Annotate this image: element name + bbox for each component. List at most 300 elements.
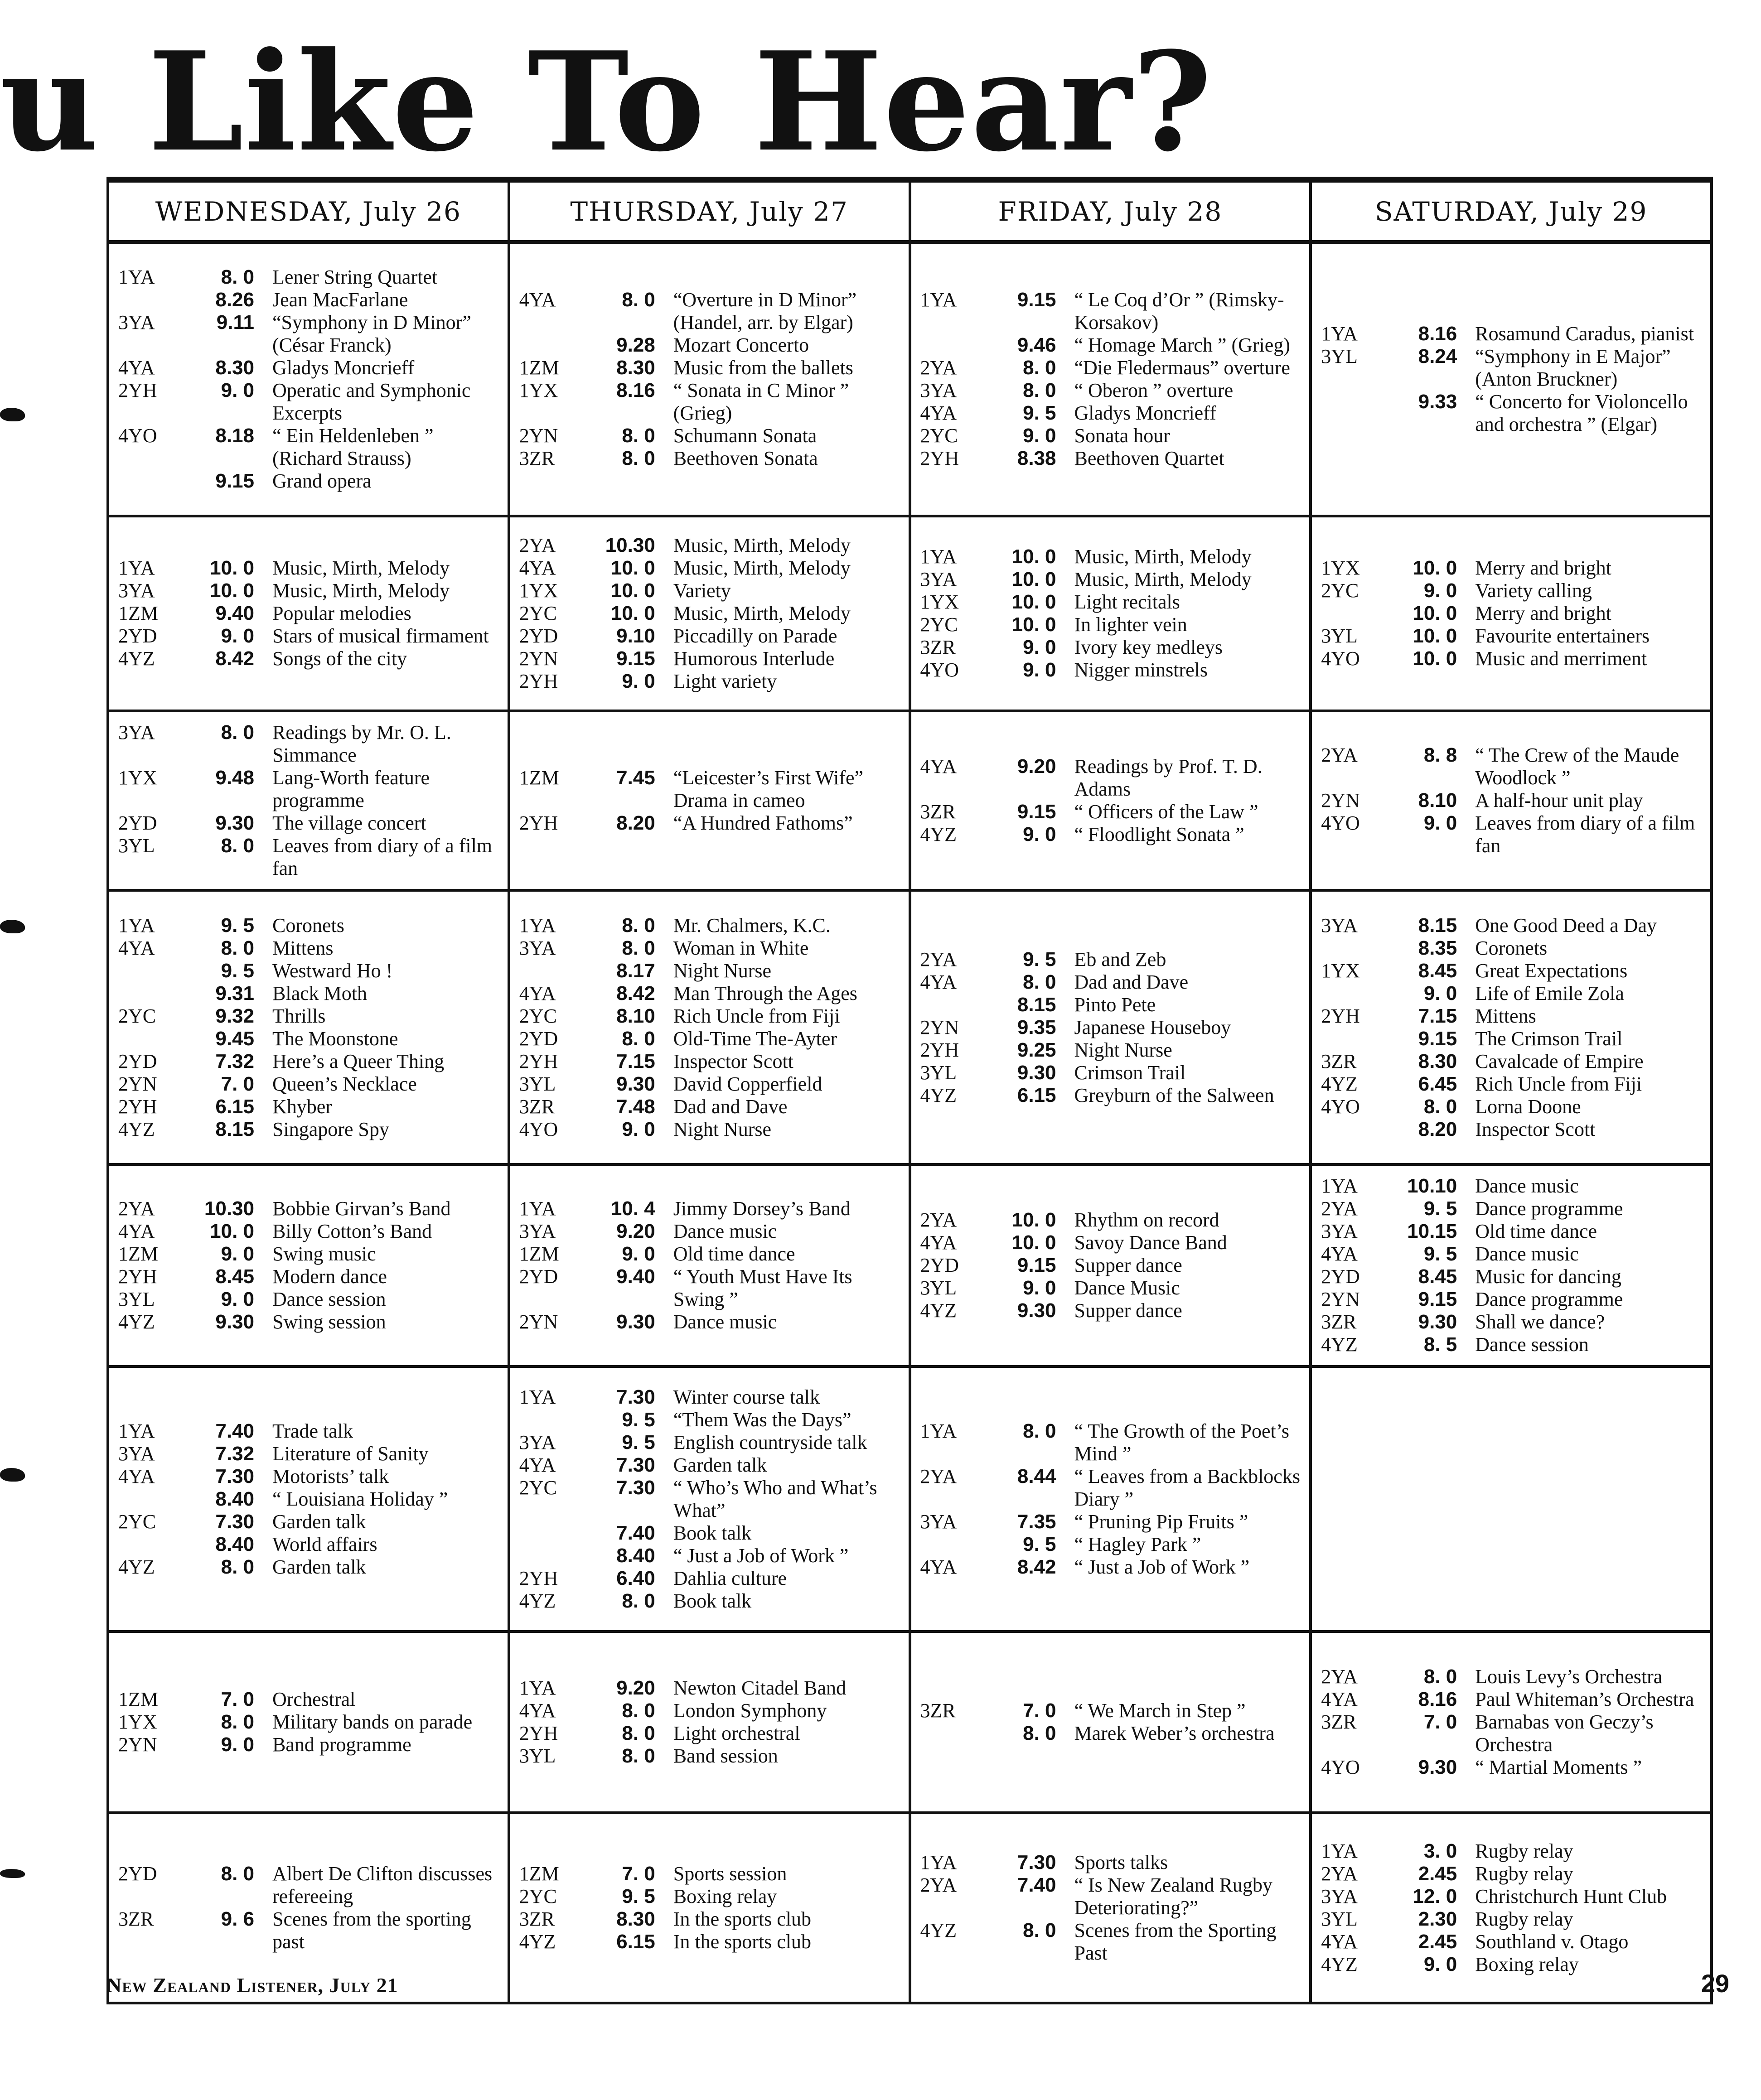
broadcast-time: 6.15	[616, 1931, 655, 1953]
schedule-cell	[108, 1632, 509, 1813]
broadcast-time: 8. 0	[221, 1863, 254, 1885]
broadcast-time: 8.15	[1017, 993, 1056, 1016]
broadcast-time: 8.18	[215, 425, 254, 447]
station-code: 4YZ	[920, 823, 957, 845]
station-code: 2YC	[1321, 579, 1359, 602]
broadcast-time: 9. 5	[221, 959, 254, 982]
program-title: Rugby relay	[1475, 1863, 1573, 1885]
program-title: Old time dance	[1475, 1220, 1597, 1242]
program-entry	[118, 1688, 503, 1711]
broadcast-time: 8.30	[1418, 1050, 1457, 1072]
station-code: 4YA	[920, 1231, 957, 1254]
program-entry	[920, 801, 1305, 823]
station-code: 3ZR	[920, 1699, 956, 1722]
day-header-friday: FRIDAY, July 28	[910, 181, 1311, 242]
broadcast-time: 8.20	[616, 812, 655, 834]
program-entry	[920, 1511, 1305, 1533]
ink-blot-icon	[0, 1468, 25, 1482]
day-header-thursday: THURSDAY, July 27	[509, 181, 910, 242]
broadcast-time: 9.11	[216, 311, 254, 333]
broadcast-time: 8.16	[1418, 323, 1457, 345]
program-entry	[1321, 789, 1706, 812]
broadcast-time: 2.45	[1418, 1863, 1457, 1885]
broadcast-time: 8. 0	[622, 914, 655, 937]
program-entry	[519, 357, 904, 379]
broadcast-time: 9.30	[1017, 1061, 1056, 1084]
program-title: Leaves from diary of a film fan	[272, 835, 493, 879]
station-code: 4YO	[920, 659, 959, 681]
station-code: 4YO	[1321, 647, 1360, 670]
program-title: Jean MacFarlane	[272, 289, 408, 311]
program-entry	[118, 579, 503, 602]
station-code: 2YA	[1321, 1666, 1358, 1688]
program-entry	[920, 379, 1305, 402]
schedule-cell	[108, 1366, 509, 1632]
station-code	[1321, 1028, 1389, 1050]
broadcast-time: 9.15	[616, 647, 655, 670]
station-code: 4YZ	[519, 1931, 556, 1953]
program-title: Here’s a Queer Thing	[272, 1050, 445, 1072]
program-entry	[1321, 1885, 1706, 1908]
broadcast-time: 9. 5	[1023, 1533, 1056, 1555]
station-code: 4YZ	[118, 1311, 155, 1333]
program-entry	[118, 1863, 503, 1908]
program-entry	[920, 1465, 1305, 1511]
schedule-cell	[509, 1164, 910, 1366]
schedule-row	[108, 516, 1712, 711]
program-title: Westward Ho !	[272, 959, 393, 982]
program-entry	[519, 982, 904, 1005]
program-title: Book talk	[673, 1521, 752, 1544]
program-title: “ The Crew of the Maude Woodlock ”	[1475, 744, 1679, 789]
broadcast-time: 8. 0	[221, 266, 254, 288]
broadcast-time: 8. 0	[622, 1745, 655, 1767]
broadcast-time: 10.30	[204, 1197, 254, 1220]
broadcast-time: 10. 0	[1413, 602, 1457, 624]
program-entry	[519, 379, 904, 425]
station-code: 2YC	[519, 1885, 557, 1907]
station-code: 1ZM	[519, 1243, 559, 1265]
program-title: Scenes from the sporting past	[272, 1908, 471, 1953]
program-entry	[1321, 1118, 1706, 1141]
program-entry	[519, 1311, 904, 1333]
broadcast-time: 3. 0	[1423, 1840, 1457, 1862]
station-code: 4YA	[519, 1453, 556, 1476]
broadcast-time: 10.10	[1407, 1175, 1457, 1197]
program-title: “ Ein Heldenleben ” (Richard Strauss)	[272, 425, 434, 469]
program-entry	[118, 1733, 503, 1756]
program-entry	[519, 447, 904, 470]
station-code: 4YO	[118, 425, 157, 447]
program-title: Night Nurse	[673, 1118, 772, 1140]
program-title: Paul Whiteman’s Orchestra	[1475, 1688, 1694, 1710]
program-entry	[920, 994, 1305, 1016]
program-entry	[118, 557, 503, 579]
station-code: 2YN	[519, 1311, 558, 1333]
broadcast-time: 9.46	[1017, 334, 1056, 356]
station-code: 1YA	[1321, 323, 1358, 345]
station-code: 3YL	[1321, 1908, 1358, 1930]
program-title: Readings by Prof. T. D. Adams	[1074, 755, 1263, 800]
program-title: Music, Mirth, Melody	[272, 579, 450, 602]
program-title: Music for dancing	[1475, 1265, 1621, 1288]
broadcast-time: 10. 0	[1011, 613, 1056, 636]
program-title: Coronets	[1475, 937, 1548, 959]
broadcast-time: 8.16	[616, 379, 655, 401]
schedule-cell	[910, 890, 1311, 1164]
program-title: “ Martial Moments ”	[1475, 1756, 1642, 1778]
broadcast-time: 8.15	[215, 1118, 254, 1140]
broadcast-time: 8. 0	[1023, 1419, 1056, 1442]
broadcast-time: 6.45	[1418, 1072, 1457, 1095]
station-code: 2YA	[920, 357, 957, 379]
schedule-row	[108, 711, 1712, 890]
station-code: 1YA	[519, 1197, 556, 1220]
station-code: 3YL	[118, 1288, 155, 1310]
program-title: Music, Mirth, Melody	[673, 534, 851, 556]
broadcast-time: 9. 5	[622, 1408, 655, 1431]
station-code: 1YA	[1321, 1175, 1358, 1197]
broadcast-time: 9.30	[215, 1311, 254, 1333]
program-title: Great Expectations	[1475, 959, 1628, 982]
broadcast-time: 6.40	[616, 1567, 655, 1589]
station-code: 2YA	[1321, 744, 1358, 766]
broadcast-time: 8. 0	[221, 835, 254, 857]
broadcast-time: 9.45	[215, 1027, 254, 1050]
program-title: Mittens	[272, 937, 334, 959]
program-entry	[519, 289, 904, 334]
program-entry	[1321, 1863, 1706, 1885]
program-title: Sports session	[673, 1863, 787, 1885]
program-entry	[920, 613, 1305, 636]
program-title: Gladys Moncrieff	[1074, 402, 1216, 424]
broadcast-time: 6.15	[215, 1095, 254, 1118]
broadcast-time: 8. 0	[622, 289, 655, 311]
program-title: Japanese Houseboy	[1074, 1016, 1231, 1038]
broadcast-time: 7. 0	[1023, 1699, 1056, 1722]
schedule-grid	[106, 177, 1713, 1975]
station-code: 2YD	[118, 1050, 157, 1072]
station-code: 2YC	[519, 1476, 557, 1499]
broadcast-time: 8.35	[1418, 937, 1457, 959]
program-entry	[118, 1908, 503, 1953]
broadcast-time: 8.38	[1017, 447, 1056, 469]
broadcast-time: 9. 0	[1423, 579, 1457, 602]
program-title: Leaves from diary of a film fan	[1475, 812, 1695, 857]
schedule-cell	[910, 1632, 1311, 1813]
program-title: Orchestral	[272, 1688, 356, 1710]
program-entry	[920, 357, 1305, 379]
program-entry	[920, 823, 1305, 846]
program-title: Scenes from the Sporting Past	[1074, 1919, 1277, 1964]
program-title: Greyburn of the Salween	[1074, 1084, 1274, 1106]
broadcast-time: 9. 0	[1023, 823, 1056, 845]
broadcast-time: 9. 0	[1023, 659, 1056, 681]
program-entry	[1321, 1197, 1706, 1220]
program-entry	[1321, 744, 1706, 789]
program-entry	[920, 289, 1305, 334]
program-title: Barnabas von Geczy’s Orchestra	[1475, 1711, 1654, 1756]
broadcast-time: 8.42	[215, 647, 254, 670]
program-entry	[1321, 557, 1706, 579]
program-entry	[920, 1722, 1305, 1745]
program-entry	[920, 1874, 1305, 1919]
program-title: Dance music	[673, 1311, 777, 1333]
station-code	[1321, 391, 1389, 436]
program-entry	[519, 1567, 904, 1590]
program-title: Dance music	[673, 1220, 777, 1242]
broadcast-time: 9. 5	[622, 1885, 655, 1907]
program-title: Dance session	[272, 1288, 386, 1310]
program-entry	[920, 1299, 1305, 1322]
broadcast-time: 9. 5	[1023, 948, 1056, 970]
broadcast-time: 8. 0	[622, 1699, 655, 1722]
station-code: 3YA	[519, 1431, 556, 1453]
schedule-cell	[1311, 242, 1712, 516]
broadcast-time: 10. 0	[610, 579, 655, 602]
ink-blot-icon	[0, 1869, 25, 1878]
station-code: 2YD	[1321, 1265, 1360, 1288]
station-code: 4YZ	[1321, 1072, 1358, 1095]
program-title: Boxing relay	[1475, 1953, 1579, 1975]
broadcast-time: 7.40	[616, 1521, 655, 1544]
station-code: 2YD	[519, 1027, 558, 1050]
broadcast-time: 10.30	[605, 534, 655, 556]
station-code	[118, 1533, 186, 1556]
station-code: 2YC	[118, 1004, 156, 1027]
program-entry	[1321, 323, 1706, 345]
program-title: Night Nurse	[673, 959, 772, 982]
station-code: 2YH	[118, 1095, 157, 1118]
program-title: Lorna Doone	[1475, 1095, 1581, 1118]
program-title: Dahlia culture	[673, 1567, 787, 1589]
program-entry	[519, 767, 904, 812]
broadcast-time: 9.20	[616, 1220, 655, 1242]
program-entry	[118, 647, 503, 670]
program-entry	[1321, 391, 1706, 436]
program-entry	[920, 1084, 1305, 1107]
publication-footer: New Zealand Listener, July 21	[106, 1974, 398, 1997]
program-entry	[118, 721, 503, 767]
program-title: Music, Mirth, Melody	[1074, 568, 1252, 590]
program-title: Jimmy Dorsey’s Band	[673, 1197, 851, 1220]
station-code: 2YH	[118, 1265, 157, 1288]
broadcast-time: 9. 0	[221, 625, 254, 647]
station-code	[118, 982, 186, 1005]
program-title: “ Just a Job of Work ”	[1074, 1555, 1250, 1578]
program-entry	[920, 659, 1305, 681]
broadcast-time: 7.30	[616, 1476, 655, 1499]
broadcast-time: 7.35	[1017, 1510, 1056, 1533]
station-code: 3YL	[1321, 625, 1358, 647]
program-title: Songs of the city	[272, 647, 407, 670]
day-header-row	[108, 181, 1712, 242]
broadcast-time: 8.26	[215, 289, 254, 311]
broadcast-time: 9. 0	[1023, 425, 1056, 447]
program-title: Variety	[673, 579, 731, 602]
station-code: 3ZR	[519, 447, 555, 469]
station-code: 2YH	[519, 812, 558, 834]
broadcast-time: 8. 0	[1023, 379, 1056, 401]
program-entry	[519, 647, 904, 670]
station-code: 2YN	[519, 647, 558, 670]
program-title: Supper dance	[1074, 1299, 1182, 1322]
station-code: 3YA	[118, 721, 155, 743]
program-entry	[118, 1420, 503, 1443]
broadcast-time: 7.40	[215, 1419, 254, 1442]
station-code	[519, 1522, 587, 1545]
station-code: 3YL	[1321, 345, 1358, 367]
program-title: Night Nurse	[1074, 1038, 1172, 1061]
broadcast-time: 9.15	[1017, 801, 1056, 823]
schedule-cell	[910, 1813, 1311, 2003]
broadcast-time: 7.32	[215, 1442, 254, 1465]
schedule-cell	[509, 242, 910, 516]
station-code: 1YA	[118, 914, 155, 937]
station-code: 4YZ	[1321, 1333, 1358, 1356]
program-entry	[118, 1118, 503, 1141]
station-code: 2YC	[118, 1510, 156, 1533]
schedule-row	[108, 1366, 1712, 1632]
broadcast-time: 7. 0	[221, 1072, 254, 1095]
program-title: Light variety	[673, 670, 777, 692]
program-title: “ The Growth of the Poet’s Mind ”	[1074, 1419, 1290, 1465]
program-title: Mozart Concerto	[673, 334, 809, 356]
program-title: Boxing relay	[673, 1885, 777, 1907]
broadcast-time: 8. 0	[622, 937, 655, 959]
program-title: Band session	[673, 1745, 778, 1767]
program-entry	[1321, 1265, 1706, 1288]
program-entry	[118, 311, 503, 357]
program-title: “A Hundred Fathoms”	[673, 812, 853, 834]
station-code: 1YA	[118, 266, 155, 288]
program-entry	[519, 1409, 904, 1431]
station-code: 3YA	[1321, 1885, 1358, 1907]
broadcast-time: 8. 0	[1423, 1666, 1457, 1688]
broadcast-time: 9. 5	[622, 1431, 655, 1453]
program-title: Life of Emile Zola	[1475, 982, 1624, 1004]
broadcast-time: 9.35	[1017, 1016, 1056, 1038]
broadcast-time: 9.30	[215, 812, 254, 834]
schedule-table	[106, 180, 1713, 2004]
program-title: Albert De Clifton discusses refereeing	[272, 1863, 493, 1907]
program-entry	[1321, 1711, 1706, 1756]
program-entry	[1321, 1243, 1706, 1265]
program-entry	[1321, 1666, 1706, 1688]
program-entry	[519, 1220, 904, 1243]
station-code: 2YC	[519, 1004, 557, 1027]
program-entry	[519, 1545, 904, 1567]
station-code	[920, 994, 988, 1016]
broadcast-time: 10. 0	[1011, 1209, 1056, 1231]
program-title: Marek Weber’s orchestra	[1074, 1722, 1275, 1744]
program-entry	[118, 1197, 503, 1220]
program-title: Thrills	[272, 1004, 326, 1027]
program-entry	[118, 835, 503, 880]
broadcast-time: 7.48	[616, 1095, 655, 1118]
program-title: One Good Deed a Day	[1475, 914, 1657, 937]
station-code	[118, 289, 186, 311]
station-code: 2YA	[1321, 1197, 1358, 1220]
program-title: Cavalcade of Empire	[1475, 1050, 1644, 1072]
station-code: 2YH	[920, 1038, 959, 1061]
broadcast-time: 9. 0	[622, 1243, 655, 1265]
program-title: Stars of musical firmament	[272, 625, 489, 647]
broadcast-time: 8.30	[616, 1908, 655, 1930]
station-code: 1YX	[519, 379, 558, 401]
program-title: Ivory key medleys	[1074, 636, 1223, 658]
broadcast-time: 7.30	[215, 1465, 254, 1487]
station-code	[1321, 1118, 1389, 1141]
schedule-cell	[1311, 890, 1712, 1164]
program-entry	[1321, 1688, 1706, 1711]
station-code: 3ZR	[920, 801, 956, 823]
ink-blot-icon	[0, 408, 25, 421]
broadcast-time: 8. 0	[1023, 357, 1056, 379]
program-entry	[118, 1311, 503, 1333]
program-title: “ Le Coq d’Or ” (Rimsky-Korsakov)	[1074, 289, 1284, 333]
program-entry	[1321, 1311, 1706, 1333]
broadcast-time: 8. 0	[221, 1711, 254, 1733]
program-title: Sonata hour	[1074, 425, 1170, 447]
broadcast-time: 10. 0	[210, 557, 254, 579]
station-code: 4YA	[519, 557, 556, 579]
program-entry	[519, 534, 904, 557]
broadcast-time: 8.40	[215, 1533, 254, 1555]
station-code: 2YA	[920, 1465, 957, 1487]
program-title: Merry and bright	[1475, 602, 1611, 624]
program-title: Woman in White	[673, 937, 809, 959]
program-entry	[519, 1908, 904, 1931]
program-entry	[519, 1005, 904, 1028]
program-title: Dance programme	[1475, 1288, 1623, 1310]
margin-marks	[0, 0, 36, 2100]
broadcast-time: 9.30	[1418, 1756, 1457, 1778]
program-entry	[1321, 1931, 1706, 1953]
broadcast-time: 7.30	[616, 1453, 655, 1476]
program-entry	[1321, 345, 1706, 391]
program-title: Schumann Sonata	[673, 425, 817, 447]
station-code: 3YA	[519, 1220, 556, 1242]
program-entry	[1321, 1840, 1706, 1863]
station-code: 3YA	[519, 937, 556, 959]
program-title: World affairs	[272, 1533, 377, 1555]
station-code: 3ZR	[519, 1095, 555, 1118]
broadcast-time: 8.40	[215, 1487, 254, 1510]
station-code: 1YA	[920, 289, 957, 311]
station-code: 4YZ	[920, 1919, 957, 1941]
station-code: 1YX	[118, 767, 157, 789]
schedule-cell	[108, 711, 509, 890]
program-title: Black Moth	[272, 982, 367, 1004]
program-entry	[118, 982, 503, 1005]
program-entry	[118, 1265, 503, 1288]
station-code: 1ZM	[118, 602, 158, 624]
broadcast-time: 10. 0	[610, 602, 655, 624]
program-entry	[118, 1711, 503, 1733]
program-entry	[118, 289, 503, 311]
program-entry	[1321, 1175, 1706, 1197]
station-code: 2YN	[920, 1016, 959, 1038]
station-code: 3YL	[118, 835, 155, 857]
broadcast-time: 9.40	[215, 602, 254, 624]
page-number: 29	[1701, 1969, 1729, 1998]
program-title: Beethoven Sonata	[673, 447, 818, 469]
program-title: Southland v. Otago	[1475, 1931, 1629, 1953]
station-code	[519, 960, 587, 982]
station-code: 2YC	[920, 613, 958, 636]
broadcast-time: 8.10	[1418, 789, 1457, 811]
